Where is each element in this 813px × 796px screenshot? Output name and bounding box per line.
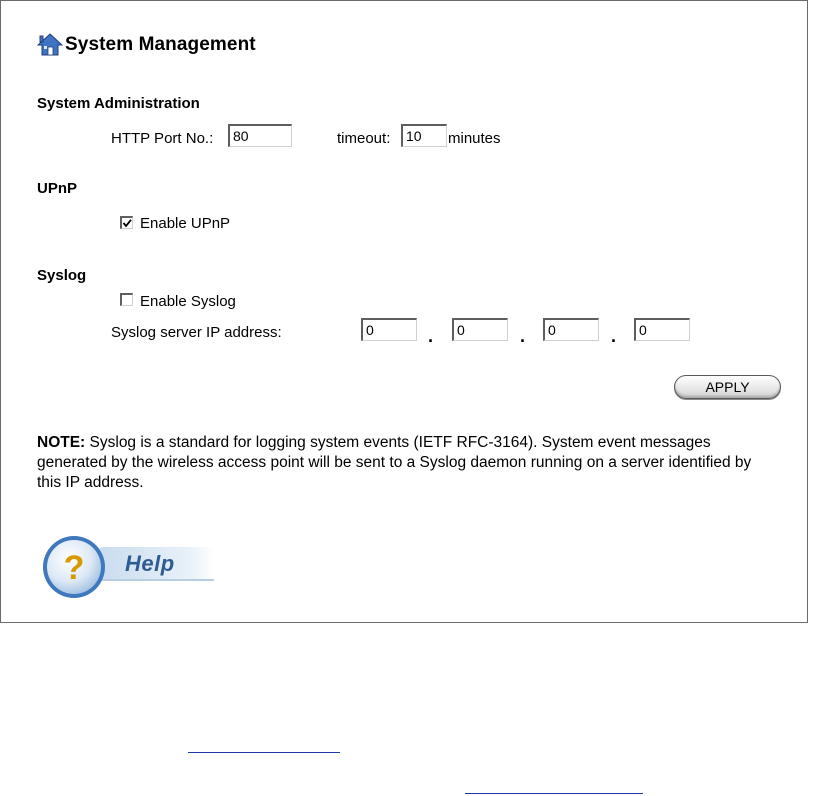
note-prefix: NOTE: — [37, 434, 86, 451]
enable-upnp-checkbox[interactable] — [120, 216, 133, 229]
section-heading-upnp: UPnP — [37, 180, 78, 197]
http-port-label: HTTP Port No.: — [111, 130, 214, 147]
section-heading-system-administration: System Administration — [37, 95, 200, 112]
ip-separator: . — [428, 326, 434, 346]
enable-syslog-label: Enable Syslog — [140, 293, 236, 310]
page-title: System Management — [65, 34, 256, 55]
ip-octet-3-input[interactable] — [543, 318, 599, 341]
note-text — [37, 433, 777, 493]
svg-text:?: ? — [63, 549, 85, 587]
ip-separator: . — [520, 326, 526, 346]
timeout-input[interactable] — [401, 124, 447, 147]
ip-octet-1-input[interactable] — [361, 318, 417, 341]
ip-octet-4-input[interactable] — [634, 318, 690, 341]
ip-separator: . — [611, 326, 617, 346]
home-icon — [37, 33, 63, 57]
http-port-input[interactable] — [228, 124, 292, 147]
title-row — [37, 31, 256, 59]
hyperlink-underline[interactable] — [465, 793, 643, 794]
enable-syslog-checkbox[interactable] — [120, 293, 133, 306]
apply-button[interactable]: APPLY — [674, 375, 781, 399]
timeout-unit-label: minutes — [448, 130, 501, 147]
section-heading-syslog: Syslog — [37, 267, 87, 284]
checkmark-icon — [122, 218, 133, 229]
help-label: Help — [125, 551, 175, 576]
ip-octet-2-input[interactable] — [452, 318, 508, 341]
question-icon — [41, 534, 107, 600]
note-body: Syslog is a standard for logging system events (IETF RFC-3164). System event messages generated by the wireless access point will be sent to a Syslog daemon running on a server identified by this IP address. — [37, 434, 752, 491]
enable-upnp-label: Enable UPnP — [140, 215, 231, 232]
help-button[interactable] — [39, 531, 229, 601]
timeout-label: timeout: — [337, 130, 391, 147]
syslog-server-ip-label: Syslog server IP address: — [111, 324, 282, 341]
hyperlink-underline[interactable] — [188, 752, 340, 753]
